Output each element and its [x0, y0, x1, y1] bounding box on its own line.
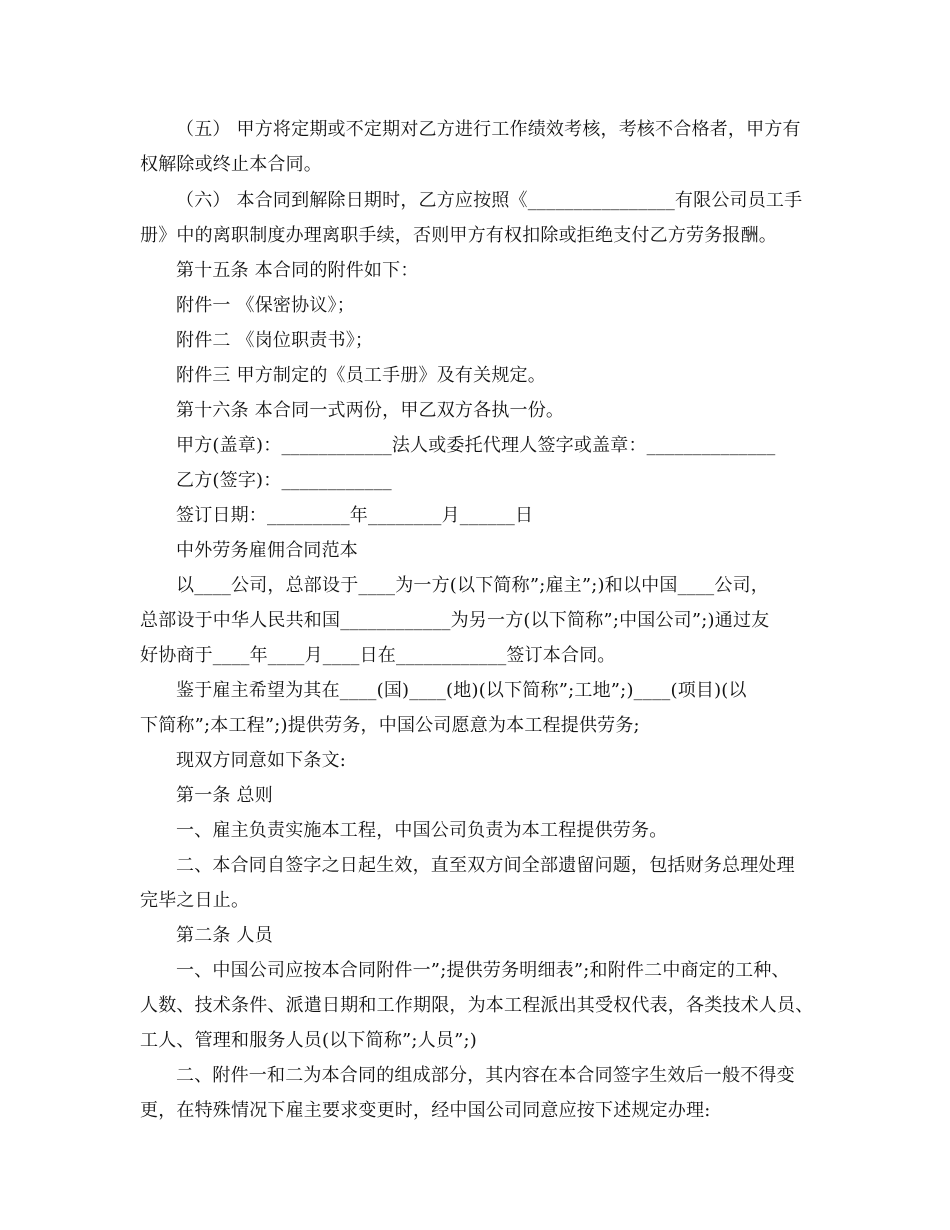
article-1-heading: 第一条 总则	[176, 785, 273, 806]
article-2-heading: 第二条 人员	[176, 925, 273, 946]
agreement-intro: 现双方同意如下条文:	[176, 750, 347, 771]
preamble-line-1: 以____公司，总部设于____为一方(以下简称”;雇主”;)和以中国____公司，	[176, 575, 769, 596]
clause-6-line-2: 册》中的离职制度办理离职手续，否则甲方有权扣除或拒绝支付乙方劳务报酬。	[140, 225, 777, 246]
article-1-item-1: 一、雇主负责实施本工程，中国公司负责为本工程提供劳务。	[176, 820, 668, 841]
attachment-2: 附件二 《岗位职责书》；	[176, 330, 374, 351]
party-a-signature-line: 甲方(盖章)：____________法人或委托代理人签字或盖章：______________	[176, 435, 776, 456]
article-1-item-2-line-1: 二、本合同自签字之日起生效，直至双方间全部遗留问题，包括财务总理处理	[176, 855, 795, 876]
party-b-signature-line: 乙方(签字)：____________	[176, 470, 392, 491]
attachment-3: 附件三 甲方制定的《员工手册》及有关规定。	[176, 365, 546, 386]
preamble-line-2: 总部设于中华人民共和国____________为另一方(以下简称”;中国公司”;)通过友	[140, 610, 770, 631]
whereas-line-2: 下简称”;本工程”;)提供劳务，中国公司愿意为本工程提供劳务;	[140, 715, 640, 736]
clause-6-line-1: （六） 本合同到解除日期时，乙方应按照《________________有限公司员工手	[176, 190, 803, 211]
preamble-line-3: 好协商于____年____月____日在____________签订本合同。	[140, 645, 616, 666]
signing-date-line: 签订日期：_________年________月______日	[176, 505, 534, 526]
article-2-item-2-line-2: 更，在特殊情况下雇主要求变更时，经中国公司同意应按下述规定办理:	[140, 1100, 711, 1121]
clause-5-line-1: （五） 甲方将定期或不定期对乙方进行工作绩效考核，考核不合格者，甲方有	[176, 119, 801, 140]
article-16: 第十六条 本合同一式两份，甲乙双方各执一份。	[176, 400, 565, 421]
article-2-item-1-line-3: 工人、管理和服务人员(以下简称”;人员”;)	[140, 1030, 477, 1051]
clause-5-line-2: 权解除或终止本合同。	[140, 154, 322, 175]
article-15-heading: 第十五条 本合同的附件如下：	[176, 260, 419, 281]
attachment-1: 附件一 《保密协议》；	[176, 295, 355, 316]
article-2-item-1-line-2: 人数、技术条件、派遣日期和工作期限，为本工程派出其受权代表，各类技术人员、	[140, 995, 814, 1016]
article-2-item-1-line-1: 一、中国公司应按本合同附件一”;提供劳务明细表”;和附件二中商定的工种、	[176, 960, 790, 981]
whereas-line-1: 鉴于雇主希望为其在____(国)____(地)(以下简称”;工地”;)____(项目)(以	[176, 680, 747, 701]
template-title: 中外劳务雇佣合同范本	[176, 540, 358, 561]
article-2-item-2-line-1: 二、附件一和二为本合同的组成部分，其内容在本合同签字生效后一般不得变	[176, 1065, 795, 1086]
article-1-item-2-line-2: 完毕之日止。	[140, 890, 250, 911]
